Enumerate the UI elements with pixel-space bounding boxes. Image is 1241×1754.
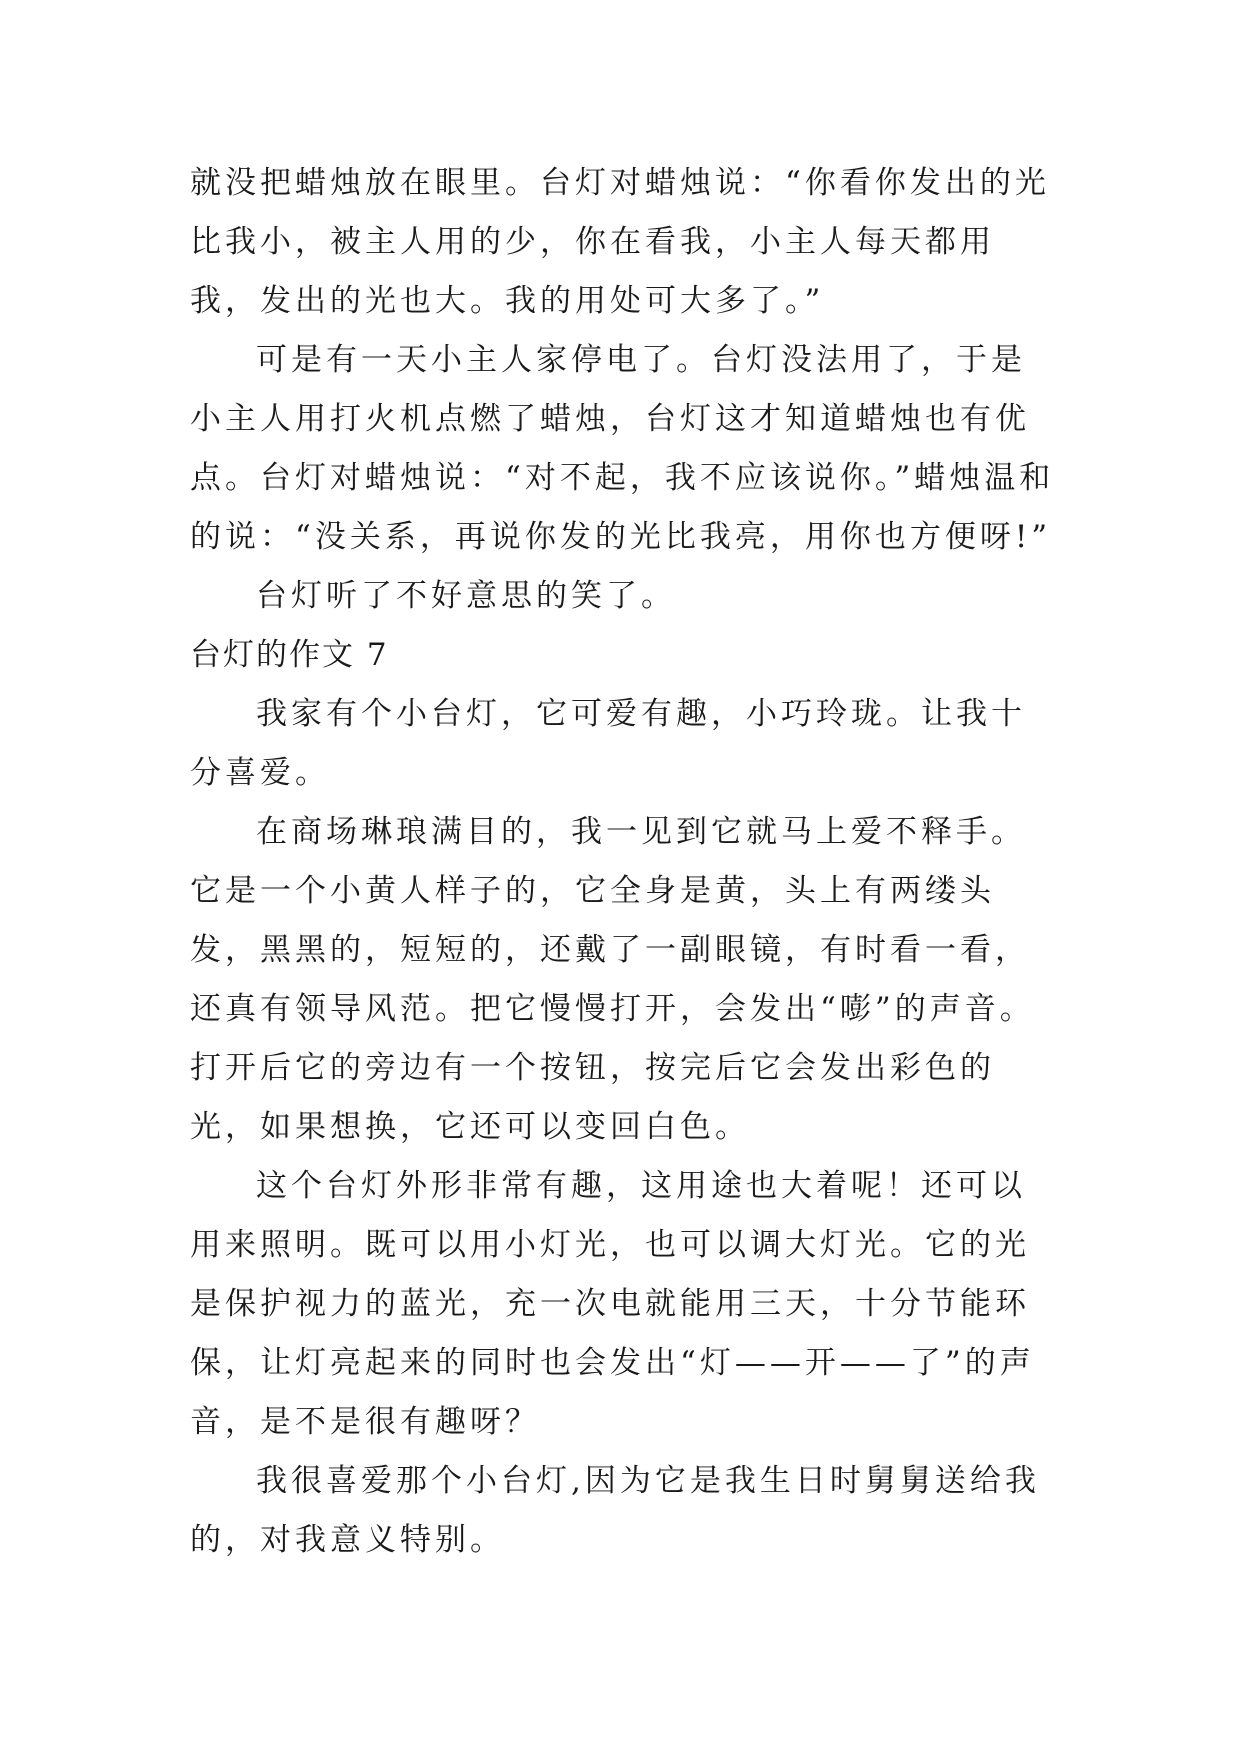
paragraph: 我很喜爱那个小台灯,因为它是我生日时舅舅送给我的，对我意义特别。 <box>190 1463 1040 1558</box>
paragraph-continuation: 就没把蜡烛放在眼里。台灯对蜡烛说：“你看你发出的光比我小，被主人用的少，你在看我，小主人每天都用我，发出的光也大。我的用处可大多了。” <box>190 165 1050 319</box>
paragraph: 可是有一天小主人家停电了。台灯没法用了，于是小主人用打火机点燃了蜡烛，台灯这才知道蜡烛也有优点。台灯对蜡烛说：“对不起，我不应该说你。”蜡烛温和的说：“没关系，再说你发的光比我亮，用你也方便呀!” <box>190 342 1055 555</box>
paragraph: 台灯听了不好意思的笑了。 <box>256 578 676 614</box>
paragraph: 我家有个小台灯，它可爱有趣，小巧玲珑。让我十分喜爱。 <box>190 696 1026 791</box>
paragraph: 在商场琳琅满目的，我一见到它就马上爱不释手。它是一个小黄人样子的，它全身是黄，头上有两缕头发，黑黑的，短短的，还戴了一副眼镜，有时看一看，还真有领导风范。把它慢慢打开，会发出“嘭”的声音。打开后它的旁边有一个按钮，按完后它会发出彩色的光，如果想换，它还可以变回白色。 <box>190 814 1035 1145</box>
paragraph: 这个台灯外形非常有趣，这用途也大着呢！还可以用来照明。既可以用小灯光，也可以调大灯光。它的光是保护视力的蓝光，充一次电就能用三天，十分节能环保，让灯亮起来的同时也会发出“灯——开——了”的声音，是不是很有趣呀？ <box>190 1168 1035 1440</box>
section-heading: 台灯的作文 7 <box>190 637 389 673</box>
essay-body <box>190 154 1060 1570</box>
